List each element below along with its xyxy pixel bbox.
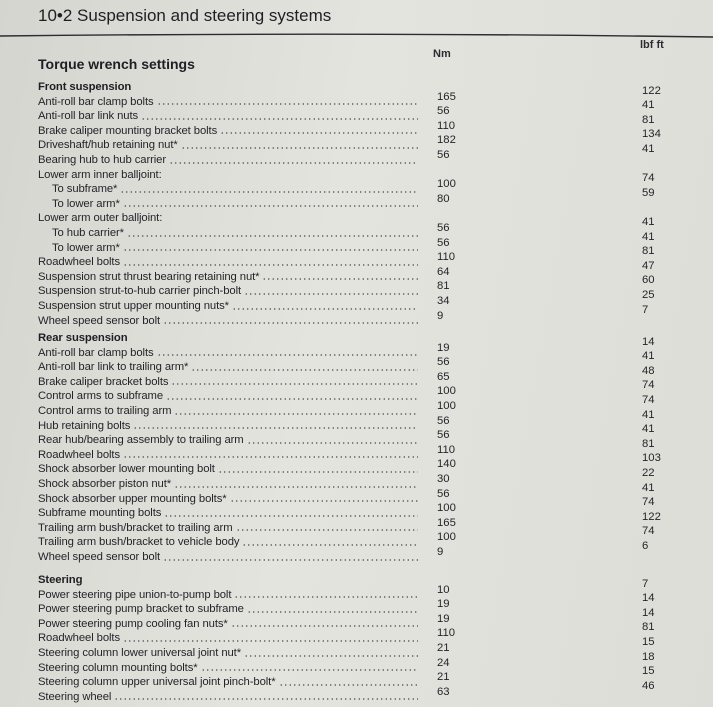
- row-label: Anti-roll bar clamp bolts: [38, 95, 154, 108]
- table-row: [0, 577, 713, 603]
- value-lbf-ft: 6: [642, 539, 649, 552]
- value-lbf-ft: 41: [642, 350, 655, 363]
- leader-dots: [123, 456, 418, 458]
- value-nm: 100: [437, 385, 456, 398]
- row-label: Brake caliper bracket bolts: [38, 375, 169, 388]
- value-nm: 21: [437, 641, 450, 654]
- value-nm: 56: [437, 429, 450, 442]
- value-lbf-ft: 41: [642, 423, 655, 436]
- leader-dots: [123, 205, 418, 207]
- value-nm: 19: [437, 341, 450, 354]
- leader-dots: [201, 669, 418, 671]
- group-front-suspension: [0, 80, 713, 328]
- value-lbf-ft: 74: [642, 496, 655, 509]
- value-nm: 64: [437, 265, 450, 278]
- value-nm: 81: [437, 280, 450, 293]
- value-nm: 30: [437, 472, 450, 485]
- value-lbf-ft: 46: [642, 679, 655, 692]
- leader-dots: [181, 147, 418, 149]
- row-label: Steering wheel: [38, 690, 112, 703]
- value-nm: 10: [437, 583, 450, 596]
- leader-dots: [234, 596, 418, 598]
- row-label: Shock absorber upper mounting bolts*: [38, 492, 227, 505]
- value-lbf-ft: 41: [642, 215, 655, 228]
- leader-dots: [174, 486, 418, 488]
- row-label: Control arms to subframe: [38, 390, 164, 403]
- row-label: Power steering pump cooling fan nuts*: [38, 617, 228, 630]
- value-lbf-ft: 15: [642, 665, 655, 678]
- row-label: Brake caliper mounting bracket bolts: [38, 124, 218, 137]
- value-nm: 63: [437, 685, 450, 698]
- column-header-nm: Nm: [433, 48, 451, 60]
- row-label: Bearing hub to hub carrier: [38, 153, 167, 166]
- value-lbf-ft: 74: [642, 393, 655, 406]
- value-nm: 165: [437, 90, 456, 103]
- leader-dots: [157, 354, 418, 356]
- row-label: Anti-roll bar clamp bolts: [38, 346, 154, 359]
- value-lbf-ft: 7: [642, 303, 649, 316]
- row-label: Power steering pipe union-to-pump bolt: [38, 588, 232, 601]
- leader-dots: [242, 544, 418, 546]
- value-nm: 56: [437, 236, 450, 249]
- value-nm: 56: [437, 487, 450, 500]
- row-label: Trailing arm bush/bracket to vehicle body: [38, 536, 240, 549]
- leader-dots: [171, 383, 418, 385]
- value-nm: 100: [437, 502, 456, 515]
- value-lbf-ft: 41: [642, 99, 655, 112]
- leader-dots: [157, 103, 418, 105]
- value-lbf-ft: 81: [642, 113, 655, 126]
- value-lbf-ft: 41: [642, 481, 655, 494]
- value-lbf-ft: 122: [642, 510, 661, 523]
- row-label: Steering column mounting bolts*: [38, 661, 198, 674]
- row-label: Rear hub/bearing assembly to trailing arm: [38, 434, 244, 447]
- leader-dots: [262, 278, 418, 280]
- leader-dots: [164, 515, 418, 517]
- value-lbf-ft: 41: [642, 230, 655, 243]
- value-nm: 56: [437, 356, 450, 369]
- value-lbf-ft: 47: [642, 259, 655, 272]
- table-row: [0, 211, 713, 226]
- group-heading: [0, 331, 713, 346]
- leader-dots: [220, 132, 418, 134]
- row-label: Wheel speed sensor bolt: [38, 550, 161, 563]
- value-nm: 110: [437, 119, 456, 132]
- leader-dots: [279, 684, 418, 686]
- value-nm: 56: [437, 105, 450, 118]
- group-steering: [0, 573, 713, 704]
- value-nm: 21: [437, 671, 450, 684]
- value-lbf-ft: 25: [642, 288, 655, 301]
- leader-dots: [244, 655, 418, 657]
- leader-dots: [236, 529, 418, 531]
- row-label: Wheel speed sensor bolt: [38, 314, 161, 327]
- value-lbf-ft: 14: [642, 335, 655, 348]
- leader-dots: [247, 611, 418, 613]
- leader-dots: [141, 118, 418, 120]
- value-lbf-ft: 18: [642, 650, 655, 663]
- value-lbf-ft: 81: [642, 245, 655, 258]
- row-label: Power steering pump bracket to subframe: [38, 603, 244, 616]
- value-nm: 19: [437, 612, 450, 625]
- value-lbf-ft: 14: [642, 592, 655, 605]
- group-heading: [0, 80, 713, 95]
- row-label: Roadwheel bolts: [38, 448, 121, 461]
- section-title: Torque wrench settings: [38, 56, 195, 72]
- row-label: Lower arm inner balljoint:: [38, 168, 162, 181]
- table-row: [0, 168, 713, 183]
- group-rear-suspension: [0, 331, 713, 565]
- value-lbf-ft: 48: [642, 364, 655, 377]
- leader-dots: [174, 413, 418, 415]
- value-lbf-ft: 134: [642, 128, 661, 141]
- value-nm: 100: [437, 178, 456, 191]
- leader-dots: [123, 640, 418, 642]
- value-nm: 56: [437, 148, 450, 161]
- value-nm: 24: [437, 656, 450, 669]
- leader-dots: [244, 293, 418, 295]
- value-lbf-ft: 74: [642, 172, 655, 185]
- value-nm: 110: [437, 627, 456, 640]
- value-nm: 140: [437, 458, 456, 471]
- row-label: Trailing arm bush/bracket to trailing arm: [38, 521, 233, 534]
- leader-dots: [123, 249, 418, 251]
- value-lbf-ft: 22: [642, 466, 655, 479]
- row-label: Anti-roll bar link to trailing arm*: [38, 361, 189, 374]
- value-lbf-ft: 60: [642, 274, 655, 287]
- row-label: Shock absorber piston nut*: [38, 477, 172, 490]
- value-nm: 100: [437, 399, 456, 412]
- row-label: Suspension strut thrust bearing retaining nut*: [38, 270, 260, 283]
- leader-dots: [114, 698, 418, 700]
- value-lbf-ft: 81: [642, 621, 655, 634]
- value-nm: 100: [437, 531, 456, 544]
- page-header-title: 10•2 Suspension and steering systems: [38, 6, 332, 25]
- row-label: Suspension strut upper mounting nuts*: [38, 299, 229, 312]
- row-label: Control arms to trailing arm: [38, 404, 172, 417]
- value-nm: 34: [437, 294, 450, 307]
- leader-dots: [247, 442, 418, 444]
- row-label: Steering column upper universal joint pinch-bolt*: [38, 676, 276, 689]
- value-nm: 9: [437, 309, 444, 322]
- row-label: To subframe*: [52, 183, 118, 196]
- leader-dots: [123, 264, 418, 266]
- value-lbf-ft: 41: [642, 408, 655, 421]
- row-label: Shock absorber lower mounting bolt: [38, 463, 215, 476]
- value-nm: 56: [437, 221, 450, 234]
- value-nm: 110: [437, 251, 456, 264]
- row-label: Steering column lower universal joint nut*: [38, 646, 242, 659]
- row-label: To lower arm*: [52, 241, 120, 254]
- leader-dots: [127, 235, 418, 237]
- row-label: Driveshaft/hub retaining nut*: [38, 139, 178, 152]
- row-label: Suspension strut-to-hub carrier pinch-bolt: [38, 285, 242, 298]
- value-lbf-ft: 74: [642, 379, 655, 392]
- leader-dots: [133, 427, 418, 429]
- value-nm: 182: [437, 134, 456, 147]
- value-lbf-ft: 14: [642, 606, 655, 619]
- row-label: Subframe mounting bolts: [38, 507, 162, 520]
- value-lbf-ft: 74: [642, 525, 655, 538]
- row-label: Hub retaining bolts: [38, 419, 131, 432]
- column-header-lbf-ft: lbf ft: [640, 39, 664, 51]
- leader-dots: [231, 625, 418, 627]
- row-label: Roadwheel bolts: [38, 256, 121, 269]
- value-nm: 110: [437, 443, 456, 456]
- row-label: Lower arm outer balljoint:: [38, 212, 163, 225]
- value-nm: 165: [437, 516, 456, 529]
- group-heading-label: Rear suspension: [38, 332, 128, 344]
- value-lbf-ft: 81: [642, 437, 655, 450]
- row-label: Anti-roll bar link nuts: [38, 110, 139, 123]
- value-lbf-ft: 59: [642, 186, 655, 199]
- header-rule: [0, 31, 713, 41]
- value-lbf-ft: 122: [642, 84, 661, 97]
- leader-dots: [169, 162, 418, 164]
- leader-dots: [120, 191, 418, 193]
- group-heading-label: Front suspension: [38, 81, 132, 93]
- value-lbf-ft: 7: [642, 577, 649, 590]
- value-nm: 65: [437, 370, 450, 383]
- leader-dots: [232, 308, 418, 310]
- value-lbf-ft: 103: [642, 452, 661, 465]
- value-nm: 80: [437, 192, 450, 205]
- value-lbf-ft: 41: [642, 142, 655, 155]
- value-nm: 9: [437, 545, 444, 558]
- value-nm: 19: [437, 598, 450, 611]
- row-label: To lower arm*: [52, 197, 120, 210]
- row-label: Roadwheel bolts: [38, 632, 121, 645]
- leader-dots: [166, 398, 418, 400]
- group-heading-label: Steering: [38, 574, 83, 586]
- leader-dots: [191, 369, 418, 371]
- value-lbf-ft: 15: [642, 635, 655, 648]
- leader-dots: [163, 559, 418, 561]
- leader-dots: [218, 471, 418, 473]
- group-heading: [0, 573, 713, 588]
- row-label: To hub carrier*: [52, 226, 124, 239]
- leader-dots: [163, 322, 418, 324]
- value-nm: 56: [437, 414, 450, 427]
- leader-dots: [230, 500, 418, 502]
